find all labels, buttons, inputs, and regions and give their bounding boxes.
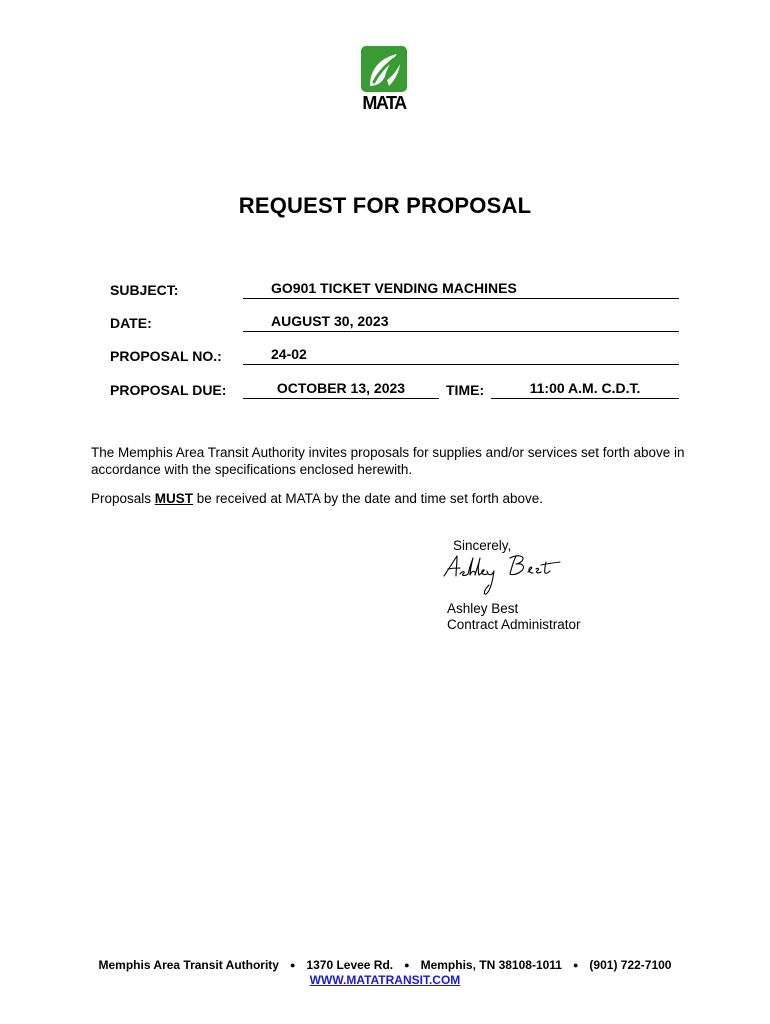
footer-separator-bullet: ● bbox=[404, 960, 410, 970]
footer-street: 1370 Levee Rd. bbox=[306, 958, 394, 972]
footer-website-row bbox=[0, 973, 770, 987]
time-value: 11:00 A.M. C.D.T. bbox=[491, 380, 679, 399]
signer-title: Contract Administrator bbox=[447, 617, 581, 632]
date-value: AUGUST 30, 2023 bbox=[271, 313, 389, 329]
mata-leaf-logo-icon bbox=[361, 46, 407, 92]
logo-text: MATA bbox=[362, 93, 406, 113]
signer-name: Ashley Best bbox=[447, 601, 519, 616]
subject-label: SUBJECT: bbox=[110, 282, 179, 298]
time-label: TIME: bbox=[446, 382, 485, 398]
proposal-no-value-line bbox=[243, 346, 679, 365]
deadline-text-end: be received at MATA by the date and time set forth above. bbox=[193, 491, 543, 506]
proposal-no-value: 24-02 bbox=[271, 346, 307, 362]
date-label: DATE: bbox=[110, 315, 152, 331]
deadline-text-start: Proposals bbox=[91, 491, 155, 506]
page-title: REQUEST FOR PROPOSAL bbox=[238, 193, 532, 218]
subject-value-line bbox=[243, 280, 679, 299]
footer-city: Memphis, TN 38108-1011 bbox=[420, 958, 562, 972]
footer-address bbox=[0, 958, 770, 972]
subject-value: GO901 TICKET VENDING MACHINES bbox=[271, 280, 517, 296]
deadline-paragraph bbox=[91, 490, 691, 507]
footer-phone: (901) 722-7100 bbox=[589, 958, 672, 972]
mata-logo bbox=[358, 46, 410, 118]
salutation: Sincerely, bbox=[453, 538, 512, 553]
invitation-paragraph: The Memphis Area Transit Authority invites proposals for supplies and/or services set forth above in accordance with the specifications enclosed herewith. bbox=[91, 445, 685, 477]
proposal-no-label: PROPOSAL NO.: bbox=[110, 348, 222, 364]
footer-separator-bullet: ● bbox=[289, 960, 296, 970]
signature-image bbox=[440, 552, 570, 598]
footer-separator-bullet: ● bbox=[572, 960, 579, 970]
website-link[interactable]: WWW.MATATRANSIT.COM bbox=[309, 973, 461, 987]
proposal-due-label: PROPOSAL DUE: bbox=[110, 382, 227, 398]
must-emphasis: MUST bbox=[154, 491, 194, 506]
date-value-line bbox=[243, 313, 679, 332]
proposal-due-value: OCTOBER 13, 2023 bbox=[243, 380, 439, 399]
footer-org: Memphis Area Transit Authority bbox=[98, 958, 279, 972]
